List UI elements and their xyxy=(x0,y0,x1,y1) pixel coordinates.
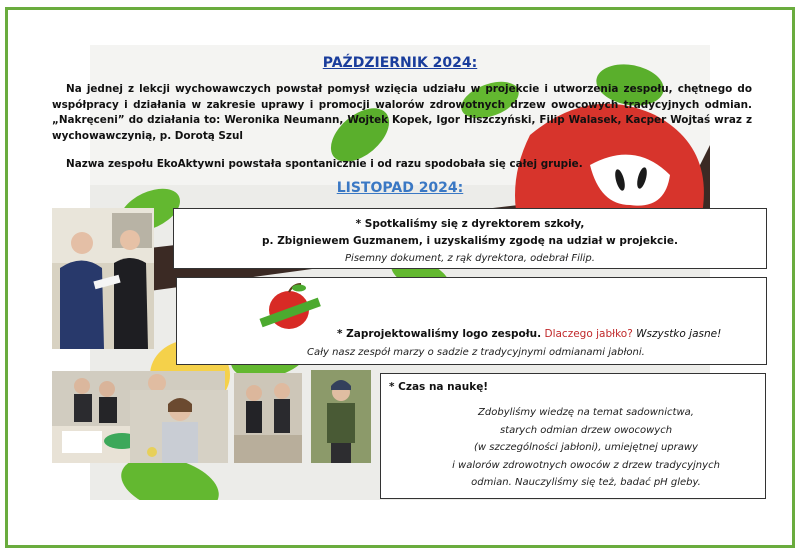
box3-line: odmian. Nauczyliśmy się też, badać pH gleby. xyxy=(471,477,701,488)
team-logo-image xyxy=(249,280,331,336)
box3-line: Zdobyliśmy wiedzę na temat sadownictwa, xyxy=(478,407,694,418)
photo-students-soil xyxy=(234,373,302,463)
box2-bold: * Zaprojektowaliśmy logo zespołu. xyxy=(337,328,542,340)
photo-girl-apples xyxy=(130,390,228,463)
october-intro: Na jednej z lekcji wychowawczych powstał pomysł wzięcia udziału w projekcie i utworzenia zespołu, chętnego do współpracy i działania w zakresie uprawy i promocji walorów zdrowotnych drzew owocowych tradycyjnych odmian. „Nakręceni” do działania to: Weronika Neumann, Wojtek Kopek, Igor Hiszczyński, Filip Walasek, Kacper Wojtaś wraz z wychowawczynią, p. Dorotą Szul xyxy=(52,83,752,142)
november-title: LISTOPAD 2024: xyxy=(336,180,464,196)
box1-sub: Pisemny dokument, z rąk dyrektora, odebrał Filip. xyxy=(345,253,595,264)
box3-line: starych odmian drzew owocowych xyxy=(499,424,673,436)
box3-body xyxy=(421,404,751,492)
team-name-text: Nazwa zespołu EkoAktywni powstała spontanicznie i od razu spodobała się całej grupie. xyxy=(66,158,583,170)
photo-boy-garden xyxy=(311,370,371,463)
photo-director-handshake xyxy=(52,208,154,349)
box-learning xyxy=(380,373,766,499)
box1-line2: p. Zbigniewem Guzmanem, i uzyskaliśmy zgodę na udział w projekcie. xyxy=(262,235,678,247)
box-director-meeting xyxy=(173,208,767,269)
box1-line1: * Spotkaliśmy się z dyrektorem szkoły, xyxy=(355,218,585,230)
box2-ital: Wszystko jasne! xyxy=(636,328,722,340)
box2-line xyxy=(337,328,721,340)
box3-line: i walorów zdrowotnych owoców z drzew tradycyjnych xyxy=(452,459,720,471)
october-title: PAŹDZIERNIK 2024: xyxy=(322,55,478,71)
box3-head: * Czas na naukę! xyxy=(389,381,489,393)
box3-line: (w szczególności jabłoni), umiejętnej uprawy xyxy=(474,442,698,453)
box2-sub: Cały nasz zespół marzy o sadzie z tradycyjnymi odmianami jabłoni. xyxy=(307,347,645,358)
box2-red: Dlaczego jabłko? xyxy=(544,328,633,340)
